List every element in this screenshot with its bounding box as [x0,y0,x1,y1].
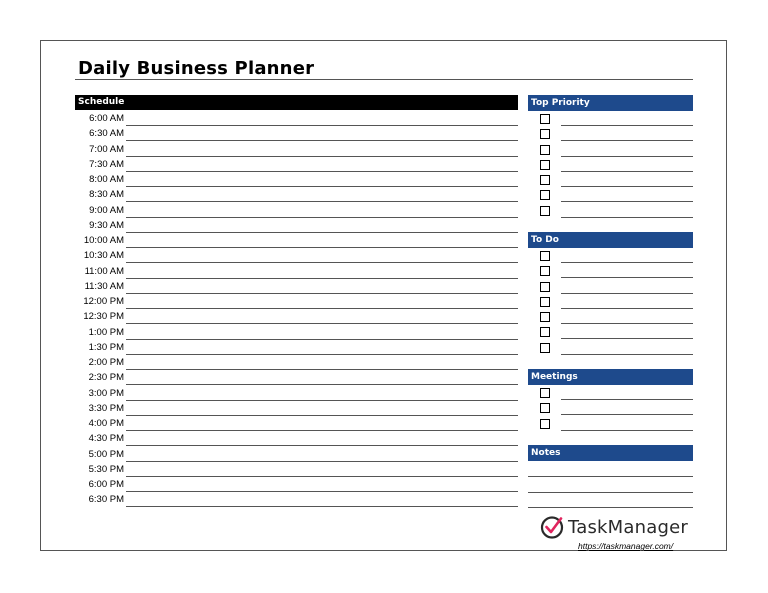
to-do-item [528,294,693,309]
brand-name: TaskManager [568,517,688,538]
to-do-checkbox[interactable] [540,251,550,261]
time-label: 3:00 PM [88,387,124,399]
schedule-row [75,126,518,141]
meeting-item [528,385,693,400]
to-do-checkbox[interactable] [540,343,550,353]
schedule-row [75,248,518,263]
meeting-checkbox[interactable] [540,419,550,429]
schedule-row [75,340,518,355]
time-label: 8:30 AM [89,189,124,201]
page-title: Daily Business Planner [78,58,315,79]
notes-header: Notes [528,445,693,461]
schedule-row [75,233,518,248]
schedule-row [75,218,518,233]
title-divider [75,79,693,80]
time-label: 12:00 PM [83,296,124,307]
top-priority-checkbox[interactable] [540,206,550,216]
top-priority-item [528,142,693,157]
brand-logo [540,515,693,541]
schedule-row [75,309,518,324]
time-label: 8:00 AM [89,174,124,185]
to-do-item [528,309,693,324]
time-label: 7:00 AM [89,143,124,155]
schedule-row [75,477,518,492]
meetings-header: Meetings [528,369,693,385]
meeting-entry-line[interactable] [561,430,693,431]
schedule-row [75,279,518,294]
schedule-row [75,370,518,385]
top-priority-checkbox[interactable] [540,114,550,124]
schedule-row [75,416,518,431]
time-label: 9:00 AM [89,204,124,216]
to-do-item [528,248,693,263]
schedule-row [75,355,518,370]
to-do-item [528,263,693,278]
schedule-row [75,264,518,279]
time-label: 6:30 AM [89,128,124,140]
top-priority-item [528,157,693,172]
schedule-row [75,462,518,477]
schedule-row [75,431,518,446]
to-do-header: To Do [528,232,693,248]
time-label: 11:30 AM [84,280,124,292]
meeting-item [528,416,693,431]
time-label: 5:30 PM [88,463,124,475]
top-priority-checkbox[interactable] [540,145,550,155]
time-label: 1:30 PM [88,341,124,353]
meeting-item [528,400,693,415]
check-circle-icon [540,515,564,539]
to-do-checkbox[interactable] [540,327,550,337]
notes-line[interactable] [528,507,693,508]
to-do-checkbox[interactable] [540,312,550,322]
time-label: 6:00 PM [88,479,124,490]
to-do-item [528,324,693,339]
top-priority-item [528,111,693,126]
schedule-row [75,447,518,462]
notes-line[interactable] [528,492,693,493]
top-priority-item [528,172,693,187]
schedule-row [75,111,518,126]
to-do-checkbox[interactable] [540,282,550,292]
schedule-row [75,172,518,187]
time-label: 11:00 AM [84,265,124,277]
top-priority-checkbox[interactable] [540,129,550,139]
time-label: 6:00 AM [89,113,124,124]
time-label: 5:00 PM [88,448,124,460]
schedule-row [75,294,518,309]
schedule-row [75,401,518,416]
schedule-row [75,187,518,202]
schedule-entry-line[interactable] [126,506,518,507]
schedule-row [75,492,518,507]
time-label: 9:30 AM [89,219,124,231]
time-label: 10:30 AM [83,250,124,262]
schedule-header: Schedule [75,95,518,110]
to-do-checkbox[interactable] [540,297,550,307]
time-label: 10:00 AM [83,235,124,246]
meeting-checkbox[interactable] [540,403,550,413]
to-do-checkbox[interactable] [540,266,550,276]
schedule-row [75,142,518,157]
time-label: 4:30 PM [88,433,124,445]
time-label: 7:30 AM [89,158,124,170]
top-priority-header: Top Priority [528,95,693,111]
time-label: 4:00 PM [88,418,124,429]
brand-url-link[interactable]: https://taskmanager.com/ [578,541,674,551]
time-label: 12:30 PM [83,311,124,323]
top-priority-checkbox[interactable] [540,160,550,170]
top-priority-checkbox[interactable] [540,190,550,200]
to-do-item [528,279,693,294]
top-priority-item [528,187,693,202]
top-priority-checkbox[interactable] [540,175,550,185]
schedule-row [75,325,518,340]
time-label: 2:00 PM [88,357,124,368]
notes-line[interactable] [528,476,693,477]
time-label: 6:30 PM [88,494,124,506]
schedule-row [75,157,518,172]
top-priority-entry-line[interactable] [561,217,693,218]
meeting-checkbox[interactable] [540,388,550,398]
time-label: 1:00 PM [88,326,124,338]
top-priority-item [528,203,693,218]
to-do-entry-line[interactable] [561,354,693,355]
top-priority-item [528,126,693,141]
schedule-row [75,386,518,401]
schedule-row [75,203,518,218]
time-label: 3:30 PM [88,402,124,414]
time-label: 2:30 PM [88,372,124,384]
to-do-item [528,340,693,355]
